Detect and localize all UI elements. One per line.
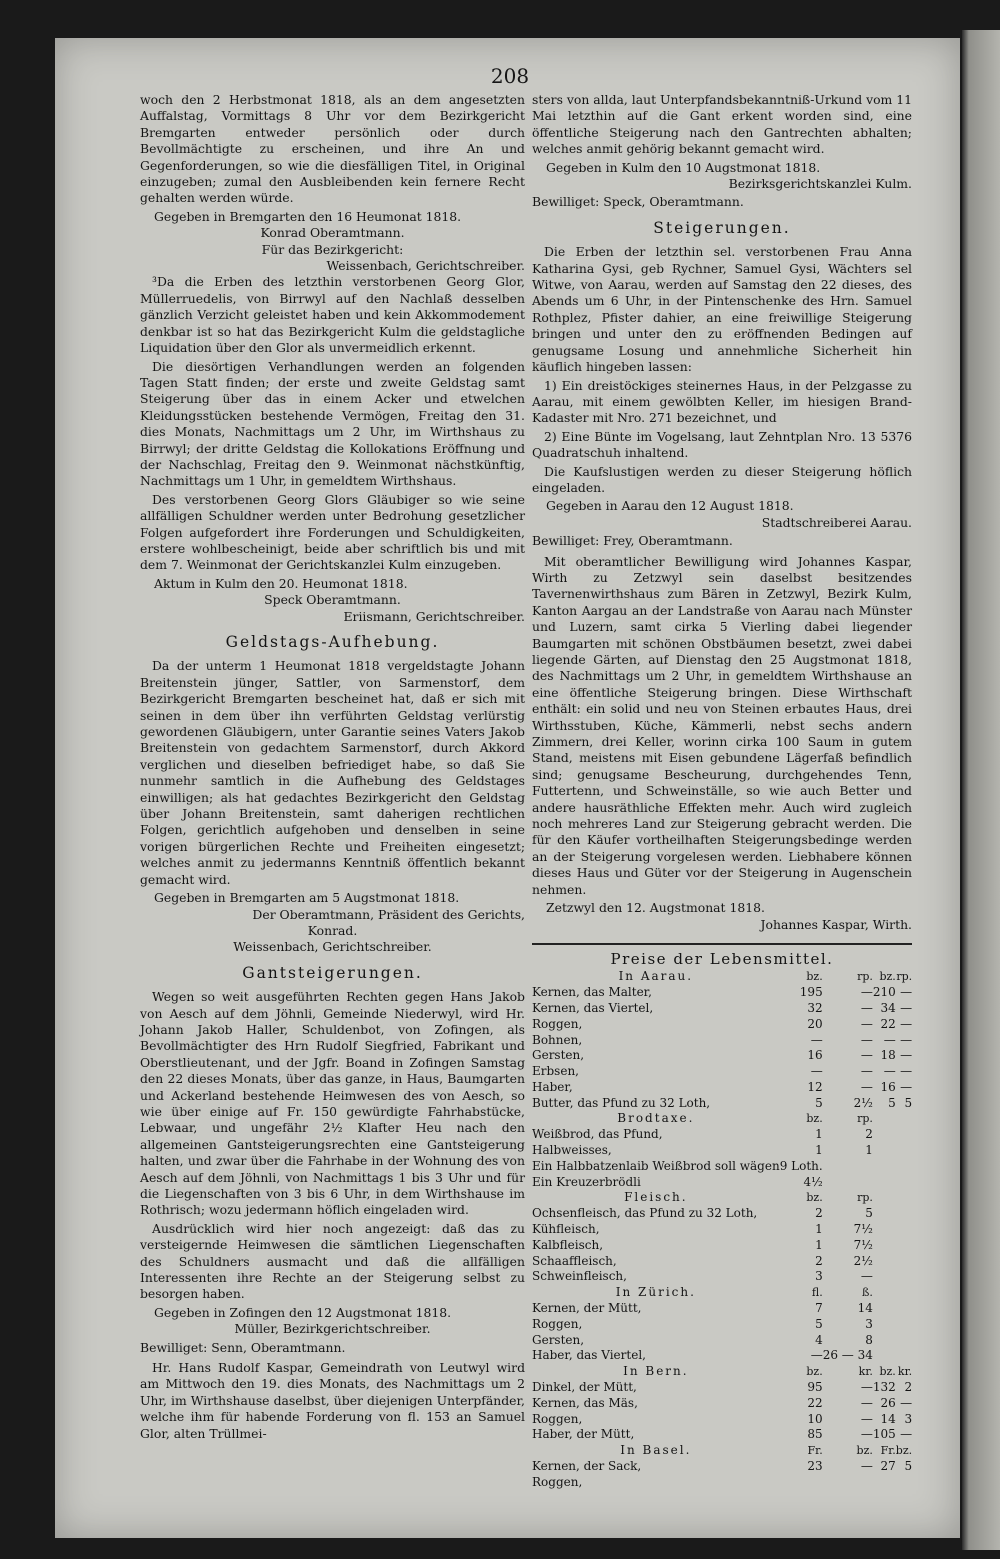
- signature: Konrad.: [307, 922, 358, 938]
- signature: Weissenbach, Gerichtschreiber.: [326, 258, 525, 274]
- price-column-header: bz.: [895, 1444, 913, 1458]
- price-value: —: [900, 1000, 913, 1015]
- price-value: 12: [807, 1079, 823, 1094]
- price-column-header: Fr.: [807, 1444, 823, 1458]
- price-item-label: Ein Kreuzerbrödli: [532, 1174, 641, 1189]
- price-value: 2½: [853, 1095, 873, 1110]
- price-item-label: Dinkel, der Mütt,: [532, 1380, 637, 1395]
- signature: Der Oberamtmann, Präsident des Gerichts,: [252, 906, 525, 922]
- price-row: [532, 1064, 912, 1080]
- price-column-header: Fr.: [880, 1444, 896, 1458]
- price-value: —: [860, 1427, 873, 1442]
- price-column-header: rp.: [857, 1112, 873, 1126]
- price-row: [532, 1080, 912, 1096]
- price-row: [532, 1206, 912, 1222]
- price-item-label: Gersten,: [532, 1048, 585, 1063]
- price-value: [823, 1475, 873, 1491]
- price-value: 10: [807, 1411, 823, 1426]
- price-value: 1: [815, 1143, 823, 1158]
- price-column-header: bz.: [879, 970, 896, 984]
- signature: Eriismann, Gerichtschreiber.: [343, 608, 525, 624]
- price-column-header: rp.: [896, 970, 913, 984]
- price-column-header: fl.: [811, 1286, 823, 1300]
- price-value: [823, 1175, 873, 1191]
- price-value: 5: [888, 1095, 896, 1110]
- price-value: —: [900, 1395, 913, 1410]
- issued-line: Gegeben in Aarau den 12 August 1818.: [546, 498, 794, 514]
- price-value: 2: [865, 1127, 873, 1142]
- notice-paragraph: Wegen so weit ausgeführten Rechten gegen Hans Jakob von Aesch auf dem Jöhnli, Gemeinde Niederwyl, wird Hr. Johann Jakob Haller, Schuldenbot, von Zofingen, als Bevollmächtigter des Hrn Rudolf Siegfried, Fabrikant und Oberstlieutenant, und der Jgfr. Boand in Zofingen Samstag den 22 dieses Monats, über das ganze, in Haus, Baumgarten und Ackerland bestehende Heimwesen des von Aesch, so wie über einige auf Fr. 150 gewürdigte Fahrhabstücke, Lebwaar, und ungefähr 2½ Klafter Heu nach den allgemeinen Gantsteigerungsrechten eine Gantsteigerung halten, und zwar über die Fahrhabe in der Wohnung des von Aesch auf dem Jöhnli, von Nachmittags 1 bis 3 Uhr und für die Liegenschaften von 3 bis 6 Uhr, in dem Wirthshause im Rothrisch; wozu jedermann höflich eingeladen wird.: [140, 989, 525, 1218]
- price-value: —: [900, 1016, 913, 1031]
- price-value: —: [810, 1032, 823, 1047]
- price-item-label: Kernen, der Sack,: [532, 1459, 642, 1474]
- page-number: 208: [490, 64, 530, 88]
- price-item-label: Erbsen,: [532, 1064, 579, 1079]
- price-value: —: [860, 1064, 873, 1079]
- price-value: 1: [815, 1237, 823, 1252]
- price-row: [532, 1427, 912, 1443]
- price-value: 105: [872, 1427, 896, 1442]
- price-row: [532, 1333, 912, 1349]
- price-row: [532, 1254, 912, 1270]
- price-item-label: Roggen,: [532, 1016, 583, 1031]
- price-value: 132: [872, 1380, 896, 1395]
- notice-list-item: 1) Ein dreistöckiges steinernes Haus, in der Pelzgasse zu Aarau, mit einem gewölbten Keller, im hiesigen Brand-Kadaster mit Nro. 271 bezeichnet, und: [532, 377, 912, 426]
- price-item-label: Gersten,: [532, 1332, 585, 1347]
- signature: Müller, Bezirkgerichtschreiber.: [234, 1321, 431, 1337]
- price-item-label: Roggen,: [532, 1474, 583, 1489]
- approval-line: Bewilliget: Frey, Oberamtmann.: [532, 533, 733, 549]
- price-item-label: Kernen, das Viertel,: [532, 1000, 654, 1015]
- price-value: 95: [807, 1380, 823, 1395]
- left-column: [140, 92, 525, 1444]
- price-item-label: Haber,: [532, 1079, 573, 1094]
- notice-continuation: woch den 2 Herbstmonat 1818, als an dem angesetzten Auffalstag, Vormittags 8 Uhr vor dem Bezirkgericht Bremgarten entweder persönlich oder durch Bevollmächtigte zu erscheinen, und ihre An und Gegenforderungen, so wie die diesfälligen Titel, in Original einzugeben; zumal den Ausbleibenden kein fernere Recht gehalten werden würde.: [140, 92, 525, 206]
- price-item-label: Haber, der Mütt,: [532, 1427, 635, 1442]
- price-row: [532, 1317, 912, 1333]
- price-value: 195: [799, 985, 823, 1000]
- price-value: 14: [880, 1411, 896, 1426]
- price-item-label: Ein Halbbatzenlaib Weißbrod soll wägen: [532, 1158, 780, 1173]
- price-item-label: Kernen, das Malter,: [532, 985, 652, 1000]
- price-value: 32: [807, 1000, 823, 1015]
- price-value: —: [860, 1395, 873, 1410]
- price-value: 5: [904, 1459, 913, 1474]
- price-section-label: In Basel.: [620, 1443, 692, 1458]
- price-value: [823, 1159, 873, 1175]
- price-row: [532, 1222, 912, 1238]
- price-value: 3: [904, 1411, 913, 1426]
- price-value: —: [860, 1048, 873, 1063]
- section-divider: [532, 943, 912, 945]
- price-item-label: Weißbrod, das Pfund,: [532, 1127, 663, 1142]
- price-item-label: Halbweisses,: [532, 1143, 612, 1158]
- price-row: [532, 1475, 912, 1491]
- price-section-header: [532, 1111, 912, 1127]
- price-value: 2: [815, 1206, 823, 1221]
- price-section-header: [532, 1364, 912, 1380]
- price-value: 16: [880, 1079, 896, 1094]
- notice-paragraph: Die diesörtigen Verhandlungen werden an folgenden Tagen Statt finden; der erste und zweite Geldstag samt Steigerung über das in einem Acker und etwelchen Kleidungsstücken bestehende Vermögen, Freitag den 31. dies Monats, Nachmittags um 2 Uhr, im Wirthshaus zu Birrwyl; der dritte Geldstag die Kollokations Eröffnung und der Nachschlag, Freitag den 9. Weinmonat nächstkünftig, Nachmittags um 1 Uhr, in gemeldtem Wirthshaus.: [140, 358, 525, 489]
- price-section-label: In Aarau.: [618, 969, 694, 984]
- price-value: 7½: [853, 1222, 873, 1237]
- price-value: 3: [815, 1269, 823, 1284]
- price-value: 9 Loth.: [779, 1158, 823, 1173]
- price-row: [532, 1048, 912, 1064]
- price-column-header: ß.: [862, 1286, 873, 1300]
- price-value: 3: [865, 1316, 873, 1331]
- price-value: —: [900, 1032, 913, 1047]
- price-value: 2: [815, 1253, 823, 1268]
- notice-paragraph: Ausdrücklich wird hier noch angezeigt: daß das zu versteigernde Heimwesen die sämtlichen Liegenschaften des Schuldners ausmacht und daß die allfälligen Interessenten ihre Rechte an der Steigerung selbst zu besorgen haben.: [140, 1220, 525, 1302]
- notice-paragraph: Des verstorbenen Georg Glors Gläubiger so wie seine allfälligen Schuldner werden unter Bedrohung gesetzlicher Folgen aufgefordert ihre Forderungen und Schuldigkeiten, erstere wohlbescheinigt, beide aber schriftlich bis und mit dem 7. Weinmonat der Gerichtskanzlei Kulm einzugeben.: [140, 491, 525, 573]
- price-column-header: bz.: [806, 1365, 823, 1379]
- issued-line: Gegeben in Bremgarten am 5 Augstmonat 1818.: [154, 890, 460, 906]
- price-column-header: bz.: [806, 970, 823, 984]
- price-value: 26: [880, 1395, 896, 1410]
- price-row: [532, 1143, 912, 1159]
- price-value: —: [860, 1380, 873, 1395]
- price-value: 4: [815, 1332, 823, 1347]
- price-value: 23: [807, 1459, 823, 1474]
- price-value: 1: [865, 1143, 873, 1158]
- issued-line: Gegeben in Bremgarten den 16 Heumonat 1818.: [154, 208, 462, 224]
- price-row: [532, 1396, 912, 1412]
- price-column-header: kr.: [858, 1365, 873, 1379]
- price-value: —: [900, 1427, 913, 1442]
- price-value: —: [860, 1079, 873, 1094]
- price-value: —: [900, 1079, 913, 1094]
- price-row: [532, 985, 912, 1001]
- price-item-label: Roggen,: [532, 1316, 583, 1331]
- price-row: [532, 1238, 912, 1254]
- price-value: 14: [857, 1301, 873, 1316]
- price-section-header: [532, 1285, 912, 1301]
- price-row: [532, 1380, 912, 1396]
- price-value: —: [900, 985, 913, 1000]
- signature: Speck Oberamtmann.: [264, 592, 401, 608]
- price-item-label: Kernen, das Mäs,: [532, 1395, 638, 1410]
- price-value: —: [860, 1000, 873, 1015]
- price-item-label: Butter, das Pfund zu 32 Loth,: [532, 1095, 711, 1110]
- issued-line: Gegeben in Kulm den 10 Augstmonat 1818.: [546, 159, 821, 175]
- section-heading: Geldstags-Aufhebung.: [225, 633, 440, 651]
- section-heading: Gantsteigerungen.: [242, 963, 423, 982]
- price-value: 8: [865, 1332, 873, 1347]
- price-value: —: [860, 1411, 873, 1426]
- price-value: 18: [880, 1048, 896, 1063]
- price-value: [873, 1475, 896, 1491]
- price-row: [532, 1348, 912, 1364]
- price-item-label: Bohnen,: [532, 1032, 583, 1047]
- price-row: [532, 1301, 912, 1317]
- price-row: [532, 1269, 912, 1285]
- issued-line: Aktum in Kulm den 20. Heumonat 1818.: [154, 575, 408, 591]
- price-value: 5: [865, 1206, 873, 1221]
- price-section-label: In Bern.: [623, 1364, 689, 1379]
- price-row: [532, 1175, 912, 1191]
- price-value: —: [860, 985, 873, 1000]
- price-value: —: [883, 1032, 896, 1047]
- signature: Konrad Oberamtmann.: [260, 225, 405, 241]
- price-section-header: [532, 969, 912, 985]
- price-row: [532, 1033, 912, 1049]
- notice-continuation: sters von allda, laut Unterpfandsbekanntniß-Urkund vom 11 Mai letzthin auf die Gant erkent worden sind, eine öffentliche Steigerung nach den Gantrechten abhalten; welches anmit gehörig bekannt gemacht wird.: [532, 92, 912, 157]
- price-section-header: [532, 1443, 912, 1459]
- signature: Weissenbach, Gerichtschreiber.: [233, 939, 432, 955]
- price-column-header: rp.: [857, 970, 873, 984]
- price-item-label: Roggen,: [532, 1411, 583, 1426]
- price-value: —: [883, 1064, 896, 1079]
- issued-line: Zetzwyl den 12. Augstmonat 1818.: [546, 900, 765, 916]
- signature: Johannes Kaspar, Wirth.: [760, 916, 912, 932]
- price-item-label: Schaaffleisch,: [532, 1253, 617, 1268]
- price-value: [780, 1475, 823, 1491]
- price-table-title: Preise der Lebensmittel.: [610, 949, 834, 968]
- approval-line: Bewilliget: Senn, Oberamtmann.: [140, 1339, 346, 1355]
- issued-line: Gegeben in Zofingen den 12 Augstmonat 1818.: [154, 1304, 452, 1320]
- price-value: 26 — 34: [822, 1348, 873, 1363]
- price-item-label: Schweinfleisch,: [532, 1269, 627, 1284]
- price-value: 5: [904, 1095, 913, 1110]
- price-value: 2½: [853, 1253, 873, 1268]
- price-row: [532, 1001, 912, 1017]
- signature: Für das Bezirkgericht:: [261, 241, 404, 257]
- notice-list-item: 2) Eine Bünte im Vogelsang, laut Zehntplan Nro. 13 5376 Quadratschuh inhaltend.: [532, 428, 912, 461]
- price-row: [532, 1096, 912, 1112]
- price-value: —: [900, 1048, 913, 1063]
- price-section-label: In Zürich.: [615, 1285, 696, 1300]
- signature: Stadtschreiberei Aarau.: [761, 514, 912, 530]
- price-item-label: Kühfleisch,: [532, 1222, 600, 1237]
- price-value: 2: [904, 1380, 913, 1395]
- notice-paragraph: Hr. Hans Rudolf Kaspar, Gemeindrath von Leutwyl wird am Mittwoch den 19. dies Monats, des Nachmittags um 2 Uhr, im Wirthshause daselbst, über diejenigen Unterpfänder, welche ihm für habende Forderung von fl. 153 an Samuel Glor, alten Trüllmei-: [140, 1360, 525, 1441]
- price-column-header: rp.: [857, 1191, 873, 1205]
- price-value: 22: [880, 1016, 896, 1031]
- price-value: [896, 1475, 912, 1491]
- notice-paragraph: Da der unterm 1 Heumonat 1818 vergeldstagte Johann Breitenstein jünger, Sattler, von Sarmenstorf, dem Bezirkgericht Bremgarten bescheinet hat, daß er sich mit seinen in dem über ihn verführten Geldstag verlürstig gewordenen Gläubigern, unter Garantie seines Vaters Jakob Breitenstein von gedachtem Sarmenstorf, durch Akkord verglichen und dieselben befriediget habe, so daß Sie nunmehr samtlich in die Aufhebung des Geldstages einwilligen; als hat gedachtes Bezirkgericht den Geldstag über Johann Breitenstein, samt daherigen rechtlichen Folgen, gerichtlich aufgehoben und denselben in seine vorigen bürgerlichen Rechte und Freiheiten eingesetzt; welches anmit zu jedermanns Kenntniß öffentlich bekannt gemacht wird.: [140, 658, 525, 887]
- notice-paragraph: ³Da die Erben des letzthin verstorbenen Georg Glor, Müllerruedelis, von Birrwyl auf den Nachlaß desselben gänzlich Verzicht geleistet haben und kein Akkommodement denkbar ist so hat das Bezirkgericht Kulm die geldstagliche Liquidation über den Glor als unvermeidlich erkennt.: [140, 274, 525, 356]
- price-value: —: [810, 1064, 823, 1079]
- price-value: 5: [815, 1316, 823, 1331]
- price-section-label: Fleisch.: [624, 1190, 688, 1205]
- price-item-label: Ochsenfleisch, das Pfund zu 32 Loth,: [532, 1206, 758, 1221]
- price-value: 27: [880, 1459, 896, 1474]
- price-value: 85: [807, 1427, 823, 1442]
- price-value: —: [860, 1269, 873, 1284]
- notice-paragraph: Die Kaufslustigen werden zu dieser Steigerung höflich eingeladen.: [532, 463, 912, 495]
- price-row: [532, 1459, 912, 1475]
- price-row: [532, 1017, 912, 1033]
- price-section-label: Brodtaxe.: [617, 1111, 695, 1126]
- price-value: 1: [815, 1222, 823, 1237]
- price-value: 34: [880, 1000, 896, 1015]
- notice-paragraph: Mit oberamtlicher Bewilligung wird Johannes Kaspar, Wirth zu Zetzwyl sein daselbst besitzendes Tavernenwirthshaus zum Bären in Zetzwyl, Bezirk Kulm, Kanton Aargau an der Landstraße von Aarau nach Münster und Luzern, samt cirka 5 Vierling dabei liegender Baumgarten mit schönen Obstbäumen besetzt, zwei dabei liegende Gärten, auf Dienstag den 25 Augstmonat 1818, des Nachmittags um 2 Uhr, in gemeldtem Wirthshause an eine öffentliche Steigerung bringen. Diese Wirthschaft enthält: ein solid und neu von Steinen erbautes Haus, drei Wirthsstuben, Küche, Kämmerli, nebst sechs andern Zimmern, drei Keller, worinn cirka 100 Saum in gutem Stand, meistens mit Eisen gebundene Lägerfaß befindlich sind; genugsame Bescheurung, durchgehendes Tenn, Futtertenn, und Schweinställe, so wie auch Better und andere hausräthliche Effekten mehr. Auch wird zugleich noch mehreres Land zur Steigerung gebracht werden. Die für den Käufer vortheilhaften Steigerungsbedinge werden an der Steigerung vorgelesen werden. Liebhabere können dieses Haus und Güter vor der Steigerung in Augenschein nehmen.: [532, 553, 912, 897]
- price-value: 210: [872, 985, 896, 1000]
- price-row: [532, 1159, 912, 1175]
- price-value: 22: [807, 1395, 823, 1410]
- signature: Bezirksgerichtskanzlei Kulm.: [728, 176, 912, 192]
- price-value: 7½: [853, 1237, 873, 1252]
- price-value: 16: [807, 1048, 823, 1063]
- price-row: [532, 1127, 912, 1143]
- price-value: —: [860, 1459, 873, 1474]
- price-value: —: [810, 1348, 823, 1363]
- price-column-header: kr.: [897, 1365, 913, 1379]
- price-table: [532, 969, 912, 1490]
- price-value: 5: [815, 1095, 823, 1110]
- price-value: —: [860, 1016, 873, 1031]
- price-item-label: Haber, das Viertel,: [532, 1348, 646, 1363]
- notice-paragraph: Die Erben der letzthin sel. verstorbenen Frau Anna Katharina Gysi, geb Rychner, Samuel Gysi, Wächters sel Witwe, von Aarau, werden auf Samstag den 22 dieses, des Abends um 6 Uhr, in der Pintenschenke des Hrn. Samuel Rothplez, Pfister dahier, an eine freiwillige Steigerung bringen und unter den zu eröffnenden Bedingen auf genugsame Losung und annehmliche Sicherheit hin käuflich hingeben lassen:: [532, 244, 912, 375]
- price-value: —: [900, 1064, 913, 1079]
- approval-line: Bewilliget: Speck, Oberamtmann.: [532, 194, 744, 210]
- section-heading: Steigerungen.: [653, 218, 791, 237]
- price-item-label: Kernen, der Mütt,: [532, 1301, 642, 1316]
- price-column-header: bz.: [856, 1444, 873, 1458]
- price-value: 1: [815, 1127, 823, 1142]
- price-section-header: [532, 1190, 912, 1206]
- price-column-header: bz.: [806, 1191, 823, 1205]
- price-value: 20: [807, 1016, 823, 1031]
- price-column-header: bz.: [879, 1365, 896, 1379]
- price-item-label: Kalbfleisch,: [532, 1237, 604, 1252]
- price-value: 7: [815, 1301, 823, 1316]
- price-value: 4½: [803, 1174, 823, 1189]
- price-row: [532, 1412, 912, 1428]
- adjacent-page-edge: [962, 30, 1000, 1550]
- price-column-header: bz.: [806, 1112, 823, 1126]
- price-value: —: [860, 1032, 873, 1047]
- right-column: [532, 92, 912, 1491]
